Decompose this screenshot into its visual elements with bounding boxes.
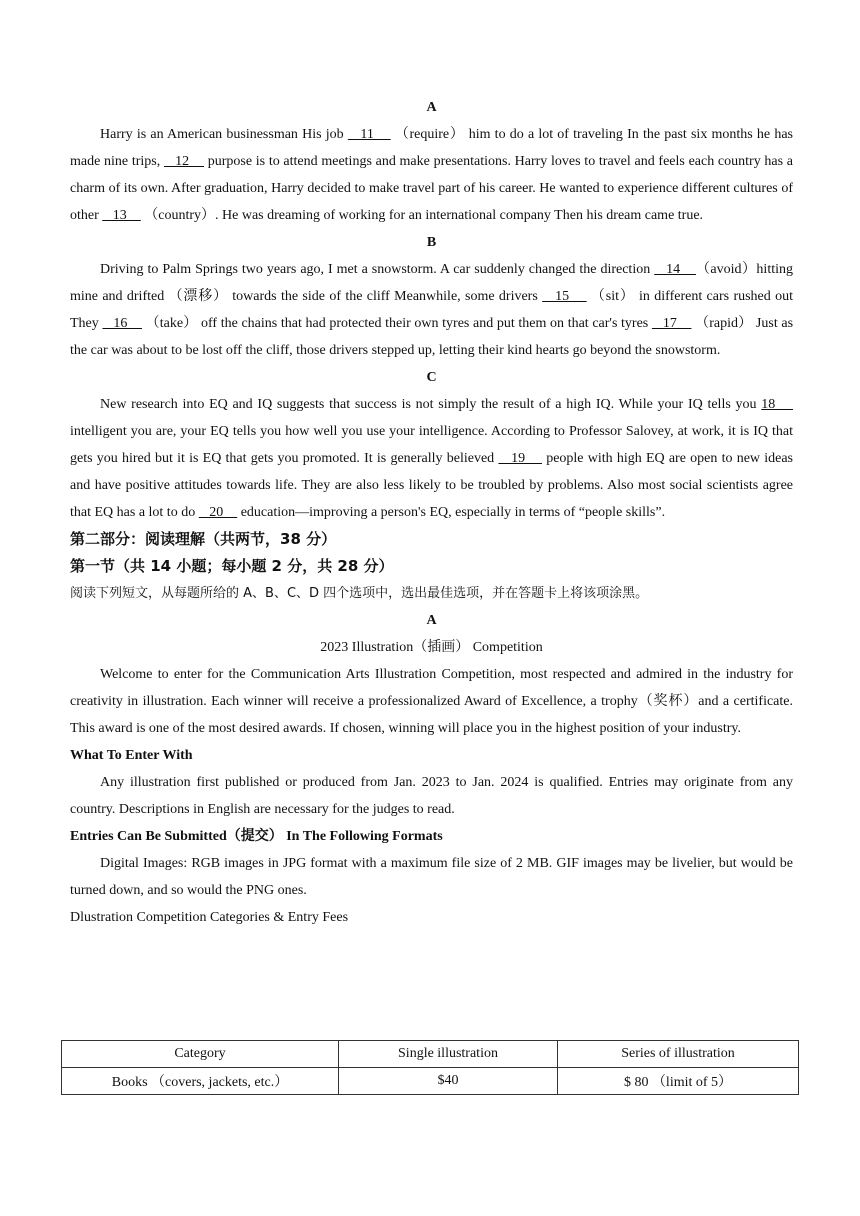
passage-text: Harry is an American businessman His job — [100, 127, 348, 142]
blank-20: 20 — [198, 505, 238, 520]
subheading-what-to-enter: What To Enter With — [70, 748, 193, 763]
passage-text: （sit） in different cars rushed out They — [70, 289, 794, 331]
blank-19: 19 — [498, 451, 542, 466]
passage-a-label: A — [426, 613, 437, 628]
passage-text: （avoid）hitting mine and drifted （漂移） towards the side of the cliff Meanwhile, some drivers — [70, 262, 793, 304]
table-row — [62, 1068, 799, 1095]
fees-table — [61, 1040, 799, 1095]
paragraph-2: Any illustration first published or produced from Jan. 2023 to Jan. 2024 is qualified. Entries may originate from any country. Descriptions in English are necessary for the judges to read. — [70, 775, 793, 817]
blank-14: 14 — [654, 262, 696, 277]
blank-18: 18 — [761, 397, 794, 412]
table-header-cell: Category — [62, 1041, 339, 1068]
document-page — [70, 94, 793, 931]
section-a-passage — [70, 121, 793, 229]
subheading-formats: Entries Can Be Submitted（提交） In The Following Formats — [70, 829, 443, 844]
passage-text: New research into EQ and IQ suggests that success is not simply the result of a high IQ. While your IQ tells you — [100, 397, 762, 412]
table-cell: $ 80 （limit of 5） — [558, 1068, 799, 1095]
passage-text: （take） off the chains that had protected their own tyres and put them on that car's tyres — [141, 316, 652, 331]
passage-text: intelligent you are, your EQ tells you how well you use your intelligence. According to Professor Salovey, at work, it is IQ that gets you hired but it is EQ that gets you promoted. It is generally believed — [70, 424, 793, 466]
table-cell: Books （covers, jackets, etc.） — [62, 1068, 339, 1095]
passage-text: purpose is to attend meetings and make presentations. Harry loves to travel and feels each country has a charm of its own. After graduation, Harry decided to make travel part of his career. He wanted to experience different cultures of other — [70, 154, 794, 223]
blank-12: 12 — [163, 154, 204, 169]
blank-17: 17 — [651, 316, 692, 331]
section-b-label: B — [426, 235, 437, 250]
table-header-row — [62, 1041, 799, 1068]
passage-title: 2023 Illustration（插画） Competition — [320, 640, 543, 655]
table-cell: $40 — [339, 1068, 558, 1095]
blank-15: 15 — [542, 289, 587, 304]
passage-text: （country）. He was dreaming of working for an international company Then his dream came true. — [140, 208, 704, 223]
part-two-title: 第二部分：阅读理解（共两节，38 分） — [70, 530, 337, 548]
passage-text: （rapid） Just as the car was about to be lost off the cliff, those drivers stepped up, letting their kind hearts go beyond the snowstorm. — [70, 316, 794, 358]
section-c-passage — [70, 391, 793, 526]
section-c-label: C — [426, 370, 437, 385]
table-header-cell: Single illustration — [339, 1041, 558, 1068]
passage-text: people with high EQ are open to new ideas and have positive attitudes towards life. They are also less likely to be troubled by problems. Also most social scientists agree that EQ has a lot to do — [70, 451, 794, 520]
passage-text: （require） him to do a lot of traveling In the past six months he has made nine trips, — [70, 127, 793, 169]
paragraph-1: Welcome to enter for the Communication Arts Illustration Competition, most respected and admired in the industry for creativity in illustration. Each winner will receive a professionalized Award of Excellence, a trophy（奖杯）and a certificate. This award is one of the most desired awards. If chosen, winning will place you in the highest position of your industry. — [70, 667, 793, 736]
blank-16: 16 — [102, 316, 142, 331]
table-header-cell: Series of illustration — [558, 1041, 799, 1068]
blank-13: 13 — [102, 208, 141, 223]
instruction-text: 阅读下列短文，从每题所给的 A、B、C、D 四个选项中，选出最佳选项，并在答题卡上将该项涂黑。 — [70, 586, 649, 601]
section-a-label: A — [426, 100, 437, 115]
passage-text: Driving to Palm Springs two years ago, I met a snowstorm. A car suddenly changed the direction — [100, 262, 655, 277]
blank-11: 11 — [347, 127, 391, 142]
section-b-passage — [70, 256, 793, 364]
paragraph-3: Digital Images: RGB images in JPG format with a maximum file size of 2 MB. GIF images may be livelier, but would be turned down, and so would the PNG ones. — [70, 856, 793, 898]
section-one-title: 第一节（共 14 小题；每小题 2 分，共 28 分） — [70, 557, 394, 575]
table-caption: Dlustration Competition Categories & Entry Fees — [70, 910, 349, 925]
passage-text: education—improving a person's EQ, especially in terms of “people skills”. — [237, 505, 666, 520]
